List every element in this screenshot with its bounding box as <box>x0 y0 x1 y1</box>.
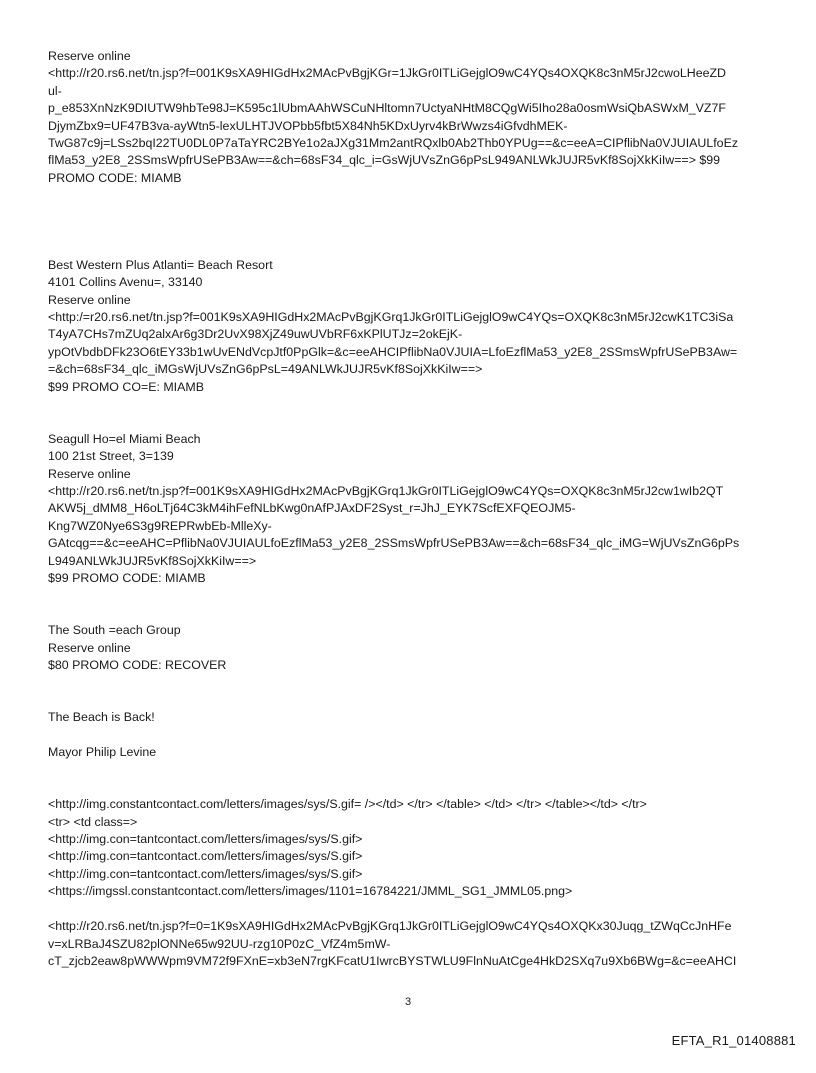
reserve-block-1 <box>48 48 776 187</box>
link-text[interactable]: TwG87c9j=LSs2bqI22TU0DL0P7aTaYRC2BYe1o2aJXg31Mm2antRQxlb0Ab2Thb0YPUg==&c=eeA=CIPflibNa0VJUIAULfoEz <box>48 136 739 151</box>
page-number: 3 <box>404 996 412 1008</box>
link-text[interactable]: <http://r20.rs6.net/tn.jsp?f=001K9sXA9HIGdHx2MAcPvBgjKGrq1JkGr0ITLiGejglO9wC4YQs=OXQK8c3nM5rJ2cw1wIb2QT <box>48 484 724 499</box>
link-text[interactable]: <http://r20.rs6.net/tn.jsp?f=001K9sXA9HIGdHx2MAcPvBgjKGr=1JkGr0ITLiGejglO9wC4YQs4OXQK8c3nM5rJ2cwoLHeeZD <box>48 66 726 81</box>
spacer <box>48 588 776 605</box>
spacer <box>48 239 776 256</box>
code-line: <tr> <td class=> <box>48 814 138 829</box>
group-name: The South =each Group <box>48 623 181 638</box>
promo-code-line: PROMO CODE: MIAMB <box>48 170 182 185</box>
link-text[interactable]: DjymZbx9=UF47B3va-ayWtn5-lexULHTJVOPbb5fbt5X84Nh5KDxUyrv4kBrWwzs4iGfvdhMEK- <box>48 118 568 133</box>
promo-code-line: $80 PROMO CODE: RECOVER <box>48 658 227 673</box>
spacer <box>48 901 776 918</box>
link-text[interactable]: <http://r20.rs6.net/tn.jsp?f=0=1K9sXA9HIGdHx2MAcPvBgjKGrq1JkGr0ITLiGejglO9wC4YQs4OXQKx30Juqg_tZWqCcJnHFe <box>48 919 732 934</box>
text-line: Reserve online <box>48 292 131 307</box>
html-remnant-block <box>48 796 776 900</box>
mayor-block <box>48 744 776 761</box>
spacer <box>48 605 776 622</box>
code-line: <http://img.con=tantcontact.com/letters/images/sys/S.gif> <box>48 832 363 847</box>
link-text[interactable]: cT_zjcb2eaw8pWWWpm9VM72f9FXnE=xb3eN7rgKFcatU1IwrcBYSTWLU9FlnNuAtCge4HkD2SXq7u9Xb6BWg=&c=eeAHCI <box>48 953 737 968</box>
code-line: <http://img.con=tantcontact.com/letters/images/sys/S.gif> <box>48 866 363 881</box>
spacer <box>48 692 776 709</box>
text-line: Reserve online <box>48 49 131 63</box>
link-text[interactable]: AKW5j_dMM8_H6oLTj64C3kM4ihFefNLbKwg0nAfPJAxDF2Syst_r=JhJ_EYK7ScfEXFQEOJM5- <box>48 501 576 516</box>
beach-back-block <box>48 709 776 726</box>
seagull-block <box>48 431 776 588</box>
spacer <box>48 205 776 222</box>
spacer <box>48 396 776 413</box>
hotel-name: Best Western Plus Atlanti= Beach Resort <box>48 257 273 272</box>
link-text[interactable]: ul- <box>48 83 62 98</box>
hotel-name: Seagull Ho=el Miami Beach <box>48 431 201 446</box>
link-text[interactable]: <http:/=r20.rs6.net/tn.jsp?f=001K9sXA9HIGdHx2MAcPvBgjKGrq1JkGr0ITLiGejglO9wC4YQs=OXQK8c3nM5rJ2cwK1TC3iSa <box>48 310 734 325</box>
code-line: <https://imgssl.constantcontact.com/letters/images/1101=16784221/JMML_SG1_JMML05.png> <box>48 884 573 899</box>
link-text[interactable]: flMa53_y2E8_2SSmsWpfrUSePB3Aw==&ch=68sF34_qlc_i=GsWjUVsZnG6pPsL949ANLWkJUJR5vKf8SojXkKiIw==> $99 <box>48 153 721 168</box>
spacer <box>48 761 776 778</box>
link-text[interactable]: Kng7WZ0Nye6S3g9REPRwbEb-MlleXy- <box>48 518 272 533</box>
south-beach-block <box>48 622 776 674</box>
link-text[interactable]: p_e853XnNzK9DIUTW9hbTe98J=K595c1lUbmAAhWSCuNHltomn7UctyaNHtM8CQgWi5Iho28a0osmWsiQbASWxM_VZ7F <box>48 101 726 116</box>
text-line: Reserve online <box>48 466 131 481</box>
hotel-address: 100 21st Street, 3=139 <box>48 449 174 464</box>
link-text[interactable]: GAtcqg==&c=eeAHC=PflibNa0VJUIAULfoEzflMa53_y2E8_2SSmsWpfrUSePB3Aw==&ch=68sF34_qlc_iMG=WjUVsZnG6pPs <box>48 536 740 551</box>
link-text[interactable]: L949ANLWkJUJR5vKf8SojXkKiIw==> <box>48 553 257 568</box>
spacer <box>48 675 776 692</box>
document-id: EFTA_R1_01408881 <box>671 1033 796 1048</box>
document-body <box>48 48 776 970</box>
link-text[interactable]: T4yA7CHs7mZUq2alxAr6g3Dr2UvX98XjZ49uwUVbRF6xKPlUTJz=2okEjK- <box>48 327 463 342</box>
code-line: <http://img.constantcontact.com/letters/images/sys/S.gif= /></td> </tr> </table> </td> </tr> </table></td> </tr> <box>48 797 647 812</box>
link-text[interactable]: ypOtVbdbDFk23O6tEY33b1wUvENdVcpJtf0PpGlk=&c=eeAHCIPflibNa0VJUIA=LfoEzflMa53_y2E8_2SSmsWpfrUSePB3Aw= <box>48 344 738 359</box>
text-line: Reserve online <box>48 640 131 655</box>
spacer <box>48 187 776 204</box>
promo-code-line: $99 PROMO CODE: MIAMB <box>48 571 206 586</box>
hotel-address: 4101 Collins Avenu=, 33140 <box>48 275 203 290</box>
headline-text: The Beach is Back! <box>48 710 155 725</box>
trailing-link-block <box>48 918 776 970</box>
promo-code-line: $99 PROMO CO=E: MIAMB <box>48 379 204 394</box>
signature-name: Mayor Philip Levine <box>48 745 157 760</box>
spacer <box>48 413 776 430</box>
code-line: <http://img.con=tantcontact.com/letters/images/sys/S.gif> <box>48 849 363 864</box>
spacer <box>48 779 776 796</box>
link-text[interactable]: v=xLRBaJ4SZU82plONNe65w92UU-rzg10P0zC_VfZ4m5mW- <box>48 936 391 951</box>
spacer <box>48 222 776 239</box>
spacer <box>48 727 776 744</box>
link-text[interactable]: =&ch=68sF34_qlc_iMGsWjUVsZnG6pPsL=49ANLWkJUJR5vKf8SojXkKiIw==> <box>48 362 483 377</box>
best-western-block <box>48 257 776 396</box>
